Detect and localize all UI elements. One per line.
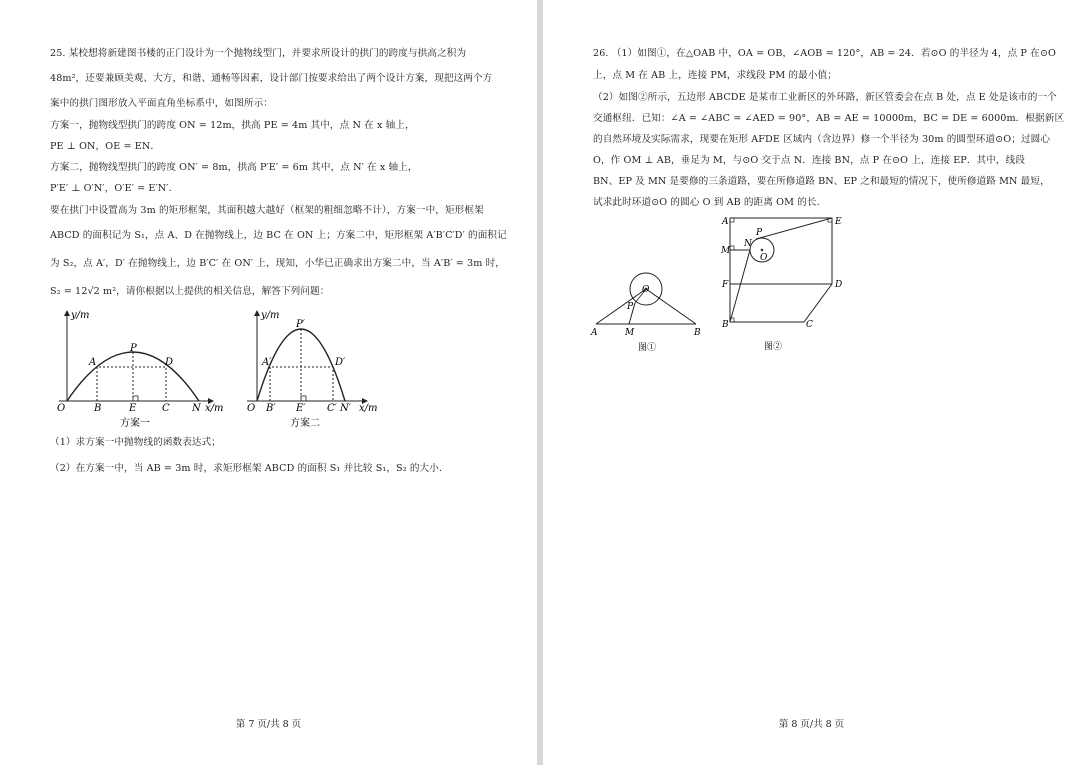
label-P: P xyxy=(627,302,634,312)
q26-line-7: BN、EP 及 MN 是要修的三条道路，要在所修道路 BN、EP 之和最短的情况下，使所修道路 MN 最短， xyxy=(593,176,1050,187)
label-F: F xyxy=(722,280,729,290)
pentagon-ABCDE xyxy=(730,218,832,322)
figure-2 xyxy=(720,212,860,357)
label-O: O xyxy=(247,403,256,414)
label-C: C xyxy=(806,320,813,330)
label-P: P xyxy=(756,228,763,238)
caption-scheme-1: 方案一 xyxy=(120,418,150,429)
label-B-prime: B′ xyxy=(266,403,276,414)
right-angle-A xyxy=(730,218,734,222)
label-O: O xyxy=(760,253,768,263)
label-P-prime: P′ xyxy=(296,319,305,330)
page-footer: 第 7 页/共 8 页 xyxy=(235,719,302,730)
label-P: P xyxy=(130,343,137,354)
page-8 xyxy=(543,0,1080,765)
caption-figure-2: 图② xyxy=(764,342,783,352)
q25-line-1: 25. 某校想将新建图书楼的正门设计为一个抛物线型门，并要求所设计的拱门的跨度与拱高之积为 xyxy=(50,48,467,59)
sub-question-1: （1）求方案一中抛物线的函数表达式； xyxy=(50,437,221,448)
label-D: D xyxy=(165,357,174,368)
q25-line-5: PE ⊥ ON，OE = EN． xyxy=(50,141,161,152)
label-M: M xyxy=(721,246,731,256)
q26-line-6: O，作 OM ⊥ AB，垂足为 M，与⊙O 交于点 N．连接 BN，点 P 在⊙O 上，连接 EP．其中，线段 xyxy=(593,155,1026,166)
q25-line-4: 方案一，抛物线型拱门的跨度 ON = 12m，拱高 PE = 4m 其中，点 N 在 x 轴上， xyxy=(50,120,415,131)
label-N: N xyxy=(744,239,752,249)
label-E-prime: E′ xyxy=(296,403,306,414)
label-B: B xyxy=(694,328,701,338)
label-A: A xyxy=(89,357,97,368)
q25-line-8: 要在拱门中设置高为 3m 的矩形框架，其面积越大越好（框架的粗细忽略不计），方案一中，矩形框架 xyxy=(50,205,484,216)
caption-figure-1: 图① xyxy=(638,343,657,353)
right-angle-mark xyxy=(133,396,138,401)
segment-BN xyxy=(730,250,750,322)
label-D: D xyxy=(835,280,843,290)
label-B: B xyxy=(722,320,729,330)
point-O xyxy=(761,249,763,251)
label-N-prime: N′ xyxy=(340,403,352,414)
label-xlabel: x/m xyxy=(205,403,224,414)
right-angle-M xyxy=(730,246,734,250)
label-O: O xyxy=(57,403,66,414)
right-angle-mark xyxy=(301,396,306,401)
label-E: E xyxy=(835,217,842,227)
q26-line-3: （2）如图②所示，五边形 ABCDE 是某市工业新区的外环路，新区管委会在点 B 处，点 E 处是该市的一个 xyxy=(593,92,1057,103)
label-xlabel: x/m xyxy=(359,403,378,414)
q25-line-2: 48m²，还要兼顾美观、大方，和谐、通畅等因素，设计部门按要求给出了两个设计方案，现把这两个方 xyxy=(50,73,493,84)
figure-scheme-1 xyxy=(45,305,235,435)
page-7 xyxy=(0,0,537,765)
label-A: A xyxy=(591,328,598,338)
q25-line-9: ABCD 的面积记为 S₁，点 A、D 在抛物线上，边 BC 在 ON 上；方案二中，矩形框架 A′B′C′D′ 的面积记 xyxy=(50,230,507,241)
label-ylabel: y/m xyxy=(261,310,280,321)
q25-line-3: 案中的拱门图形放入平面直角坐标系中，如图所示： xyxy=(50,98,273,109)
label-B: B xyxy=(94,403,102,414)
label-ylabel: y/m xyxy=(71,310,90,321)
label-A-prime: A′ xyxy=(262,357,272,368)
page-footer: 第 8 页/共 8 页 xyxy=(778,719,845,730)
label-O: O xyxy=(642,285,650,295)
q26-line-2: 上，点 M 在 AB 上，连接 PM，求线段 PM 的最小值； xyxy=(593,70,837,81)
figure-1 xyxy=(590,270,710,355)
label-C: C xyxy=(162,403,170,414)
segment-EP xyxy=(756,218,832,239)
label-E: E xyxy=(129,403,137,414)
q26-line-5: 的自然环境及实际需求，现要在矩形 AFDE 区域内（含边界）修一个半径为 30m 的圆型环道⊙O；过圆心 xyxy=(593,134,1051,145)
q25-line-11: S₂ = 12√2 m²，请你根据以上提供的相关信息，解答下列问题： xyxy=(50,286,330,297)
label-D-prime: D′ xyxy=(335,357,346,368)
figure-scheme-2 xyxy=(235,305,385,435)
label-C-prime: C′ xyxy=(327,403,337,414)
q26-line-1: 26. （1）如图①，在△OAB 中，OA = OB，∠AOB = 120°，AB = 24．若⊙O 的半径为 4，点 P 在⊙O xyxy=(593,48,1056,59)
label-A: A xyxy=(722,217,729,227)
q25-line-7: P′E′ ⊥ O′N′，O′E′ = E′N′． xyxy=(50,183,179,194)
q26-line-4: 交通枢纽．已知：∠A = ∠ABC = ∠AED = 90°，AB = AE = 10000m，BC = DE = 6000m．根据新区 xyxy=(593,113,1065,124)
q26-line-8: 试求此时环道⊙O 的圆心 O 到 AB 的距离 OM 的长. xyxy=(593,197,820,208)
q25-line-10: 为 S₂，点 A′，D′ 在抛物线上，边 B′C′ 在 ON′ 上，现知，小华已正确求出方案二中，当 A′B′ = 3m 时， xyxy=(50,258,505,269)
label-N: N xyxy=(192,403,201,414)
caption-scheme-2: 方案二 xyxy=(290,418,320,429)
rect-ABCD xyxy=(97,367,166,401)
q25-line-6: 方案二，抛物线型拱门的跨度 ON′ = 8m，拱高 P′E′ = 6m 其中，点 N′ 在 x 轴上， xyxy=(50,162,418,173)
label-M: M xyxy=(625,328,635,338)
sub-question-2: （2）在方案一中，当 AB = 3m 时，求矩形框架 ABCD 的面积 S₁ 并比较 S₁，S₂ 的大小. xyxy=(50,463,443,474)
